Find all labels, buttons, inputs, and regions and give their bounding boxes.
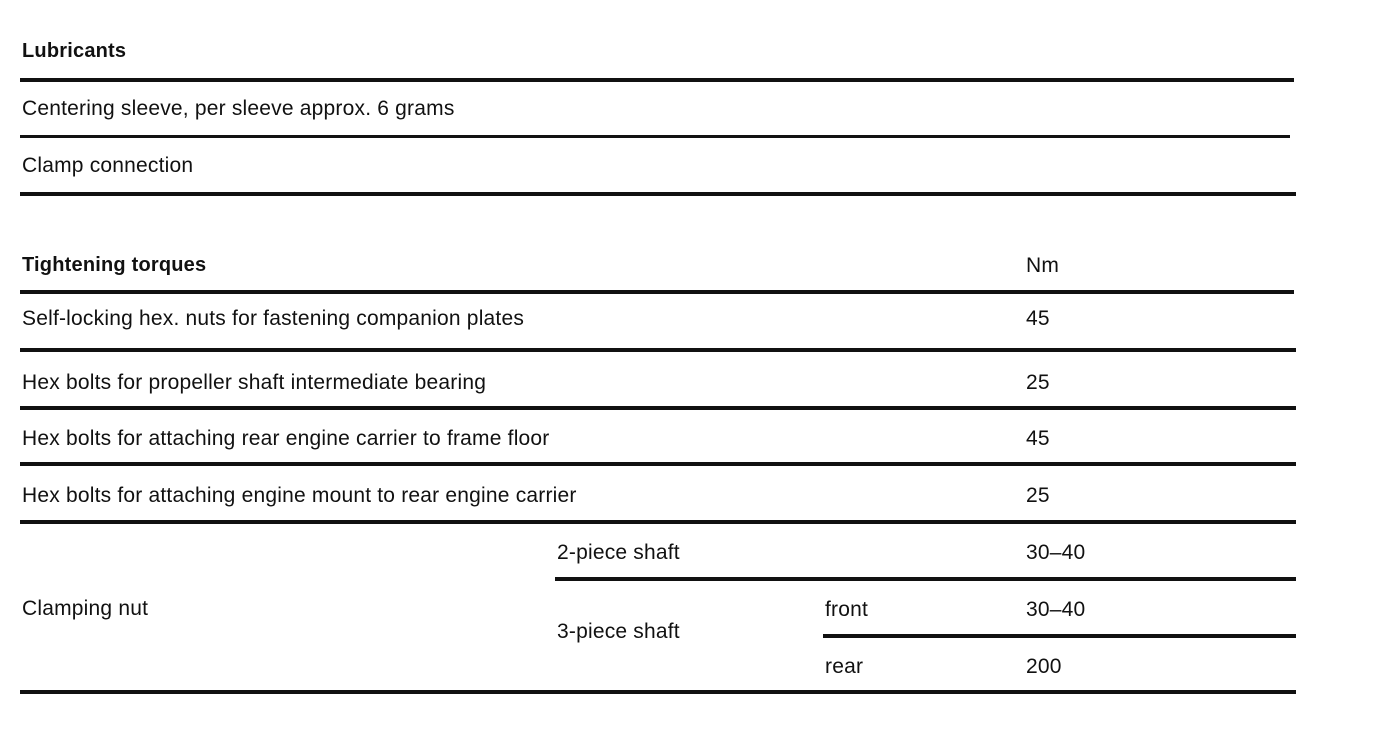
- front-label: front: [825, 598, 869, 621]
- torque-row-label: Self-locking hex. nuts for fastening companion plates: [22, 307, 525, 330]
- two-piece-shaft-value: 30–40: [1026, 541, 1086, 564]
- torque-row-value: 25: [1026, 484, 1050, 507]
- divider: [20, 78, 1294, 82]
- divider: [555, 577, 1296, 581]
- divider: [20, 192, 1296, 196]
- rear-value: 200: [1026, 655, 1062, 678]
- torque-row-label: Hex bolts for propeller shaft intermediate bearing: [22, 371, 487, 394]
- torque-row-value: 45: [1026, 427, 1050, 450]
- divider: [20, 406, 1296, 410]
- torques-heading: Tightening torques: [22, 254, 207, 276]
- divider: [20, 348, 1296, 352]
- lubricant-row-clamp-connection: Clamp connection: [22, 154, 194, 177]
- rear-label: rear: [825, 655, 864, 678]
- three-piece-shaft-label: 3-piece shaft: [557, 620, 680, 643]
- divider: [823, 634, 1296, 638]
- divider: [20, 135, 1290, 138]
- clamping-nut-label: Clamping nut: [22, 597, 149, 620]
- divider: [20, 462, 1296, 466]
- divider: [20, 690, 1296, 694]
- unit-header-nm: Nm: [1026, 254, 1060, 277]
- lubricant-row-centering-sleeve: Centering sleeve, per sleeve approx. 6 grams: [22, 97, 455, 120]
- two-piece-shaft-label: 2-piece shaft: [557, 541, 680, 564]
- divider: [20, 520, 1296, 524]
- lubricants-heading: Lubricants: [22, 40, 127, 62]
- torque-row-value: 25: [1026, 371, 1050, 394]
- divider: [20, 290, 1294, 294]
- torque-row-value: 45: [1026, 307, 1050, 330]
- torque-row-label: Hex bolts for attaching rear engine carrier to frame floor: [22, 427, 550, 450]
- torque-row-label: Hex bolts for attaching engine mount to rear engine carrier: [22, 484, 577, 507]
- front-value: 30–40: [1026, 598, 1086, 621]
